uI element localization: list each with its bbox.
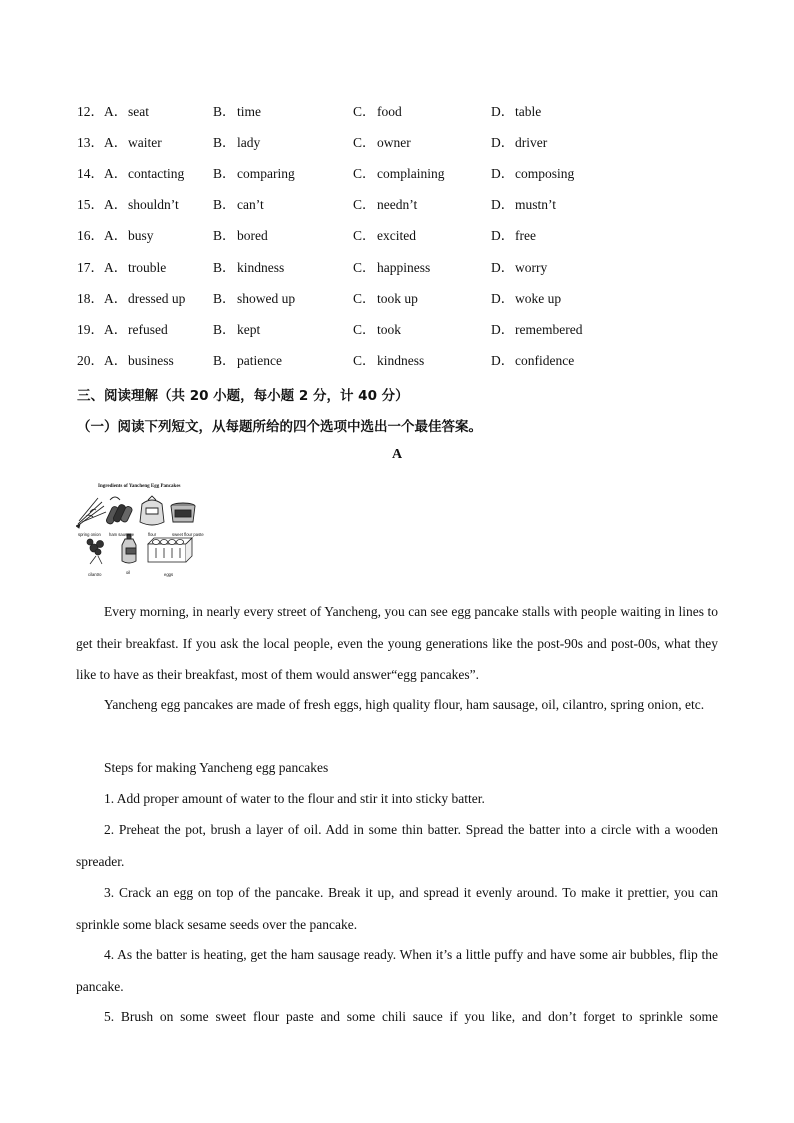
eggs-crate-icon [148,538,192,562]
option-d: D．free [491,228,536,243]
option-b: B．lady [213,135,261,150]
option-d: D．composing [491,166,575,181]
option-c: C．took up [353,291,418,306]
sweet-flour-paste-icon [171,503,195,522]
option-d: D．driver [491,135,548,150]
option-c: C．complaining [353,166,445,181]
option-a: A．contacting [104,166,185,181]
option-d: D．confidence [491,353,575,368]
option-c: C．kindness [353,353,425,368]
option-b: B．kindness [213,260,285,275]
spring-onion-icon [76,498,106,528]
label-cilantro: cilantro [88,572,102,577]
option-c: C．owner [353,135,411,150]
section-instructions: （一）阅读下列短文，从每题所给的四个选项中选出一个最佳答案。 [77,419,482,435]
question-number: 14． [77,166,104,181]
step-2: 2. Preheat the pot, brush a layer of oil. Add in some thin batter. Spread the batter into a circle with a wooden spreader. [76,822,718,869]
step-4: 4. As the batter is heating, get the ham sausage ready. When it’s a little puffy and have some air bubbles, flip the pancake. [76,947,718,994]
option-a: A．shouldn’t [104,197,179,212]
question-number: 20． [77,353,104,368]
question-number: 15． [77,197,104,212]
option-b: B．patience [213,353,282,368]
option-d: D．remembered [491,322,583,337]
option-a: A．seat [104,104,149,119]
option-b: B．bored [213,228,268,243]
passage-paragraph-1: Every morning, in nearly every street of Yancheng, you can see egg pancake stalls with people waiting in lines to get their breakfast. If you ask the local people, even the young generations like the post-90s and post-00s, what they like to have as their breakfast, most of them would answer“egg pancakes”. [76,604,718,682]
step-5: 5. Brush on some sweet flour paste and some chili sauce if you like, and don’t forget to sprinkle some [104,1009,718,1024]
cilantro-icon [87,539,104,564]
illustration-title: Ingredients of Yancheng Egg Pancakes [98,484,181,489]
question-row [77,226,737,246]
question-number: 19． [77,322,104,337]
option-b: B．time [213,104,261,119]
question-number: 17． [77,260,104,275]
passage-label: A [391,447,403,462]
passage-paragraph-2: Yancheng egg pancakes are made of fresh eggs, high quality flour, ham sausage, oil, cilantro, spring onion, etc. [104,697,705,712]
label-sweet-flour-paste: sweet flour paste [172,532,204,537]
oil-bottle-icon [122,534,136,563]
question-row [77,258,737,278]
option-a: A．waiter [104,135,162,150]
option-a: A．busy [104,228,154,243]
step-3: 3. Crack an egg on top of the pancake. Break it up, and spread it evenly around. To make it prettier, you can sprinkle some black sesame seeds over the pancake. [76,885,718,932]
option-c: C．excited [353,228,416,243]
label-eggs: eggs [164,572,174,577]
label-ham-sausage: ham sausage [109,532,135,537]
option-a: A．dressed up [104,291,186,306]
option-d: D．mustn’t [491,197,557,212]
question-row [77,133,737,153]
option-d: D．table [491,104,542,119]
option-b: B．kept [213,322,261,337]
option-b: B．comparing [213,166,295,181]
flour-bag-icon [140,496,164,525]
option-a: A．refused [104,322,168,337]
step-1: 1. Add proper amount of water to the flour and stir it into sticky batter. [104,791,485,806]
ham-sausage-icon [105,497,133,525]
option-a: A．trouble [104,260,167,275]
option-b: B．showed up [213,291,296,306]
ingredients-illustration [76,478,206,580]
steps-title: Steps for making Yancheng egg pancakes [104,760,329,775]
question-row [77,351,737,371]
option-d: D．worry [491,260,548,275]
option-b: B．can’t [213,197,264,212]
question-row [77,289,737,309]
ingredients-drawing [76,478,206,580]
label-oil: oil [126,570,131,575]
label-spring-onion: spring onion [78,532,101,537]
question-number: 16． [77,228,104,243]
question-row [77,320,737,340]
label-flour: flour [148,532,157,537]
section-title: 三、阅读理解（共 20 小题，每小题 2 分，计 40 分） [77,388,409,404]
question-row [77,164,737,184]
question-number: 13． [77,135,104,150]
question-row [77,195,737,215]
question-row [77,102,737,122]
option-c: C．took [353,322,402,337]
option-c: C．happiness [353,260,431,275]
question-number: 18． [77,291,104,306]
option-c: C．food [353,104,402,119]
option-c: C．needn’t [353,197,418,212]
question-number: 12． [77,104,104,119]
option-a: A．business [104,353,174,368]
option-d: D．woke up [491,291,562,306]
